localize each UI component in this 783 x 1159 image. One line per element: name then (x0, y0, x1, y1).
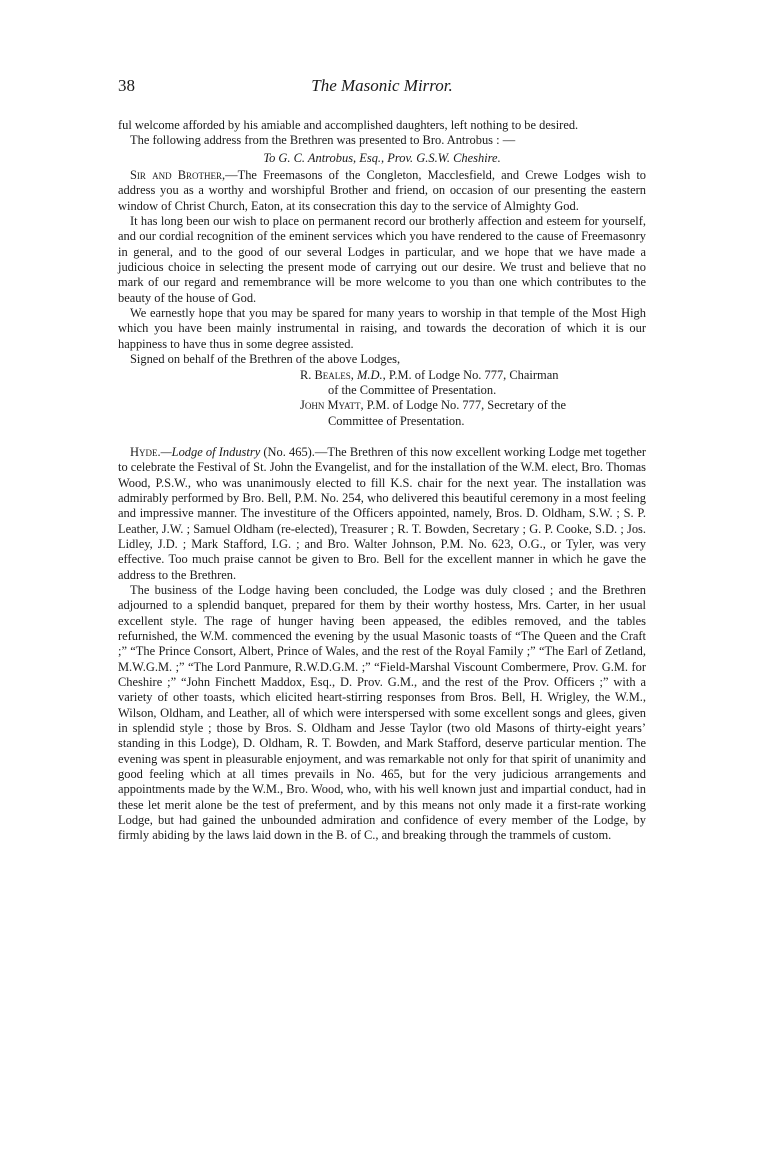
address-heading: To G. C. Antrobus, Esq., Prov. G.S.W. Cheshire. (263, 150, 501, 165)
signed-line: Signed on behalf of the Brethren of the above Lodges, (130, 352, 401, 367)
hyde-report-text: (No. 465).—The Brethren of this now excellent working Lodge met together to celebrate the Festival of St. John the Evangelist, and for the installation of the W.M. elect, Bro. Thomas Wood, P.S.W., who was unanimously elected to fill K.S. chair for the next year. The installation was admirably performed by Bro. Bell, P.M. No. 254, who delivered this beautiful ceremony in a most feeling and impressive manner. The investiture of the Officers appointed, namely, Bros. D. Oldham, S.W. ; S. P. Leather, J.W. ; Samuel Oldham (re-elected), Treasurer ; R. T. Bowden, Secretary ; G. P. Cooke, S.D. ; Jos. Lidley, J.D. ; Mark Stafford, I.G. ; and Bro. Walter Johnson, P.M. No. 623, O.G., or Tyler, was very effective. Too much praise cannot be given to Bro. Bell for the excellent manner in which he gave the address to the Brethren. (118, 444, 646, 582)
signature-2-continuation: Committee of Presentation. (328, 413, 465, 428)
salutation: Sir and Brother, (130, 168, 226, 183)
signatory-degree: M.D., (357, 367, 386, 382)
continuation-paragraph: ful welcome afforded by his amiable and accomplished daughters, left nothing to be desired. (118, 118, 579, 132)
address-intro: The following address from the Brethren was presented to Bro. Antrobus : — (130, 133, 516, 148)
place-name: Hyde. (130, 444, 161, 459)
signatory-title: P.M. of Lodge No. 777, Secretary of the (366, 398, 567, 413)
section-gap (118, 429, 646, 445)
page-number: 38 (118, 76, 135, 95)
signature-1-continuation: of the Committee of Presentation. (328, 382, 497, 397)
address-paragraph: It has long been our wish to place on permanent record our brotherly affection and esteem for yourself, and our cordial recognition of the eminent services which you have rendered to the cause of Freemasonry in general, and to the good of our several Lodges in particular, and we hope that we have made a judicious choice in selecting the present mode of carrying out our desire. We trust and believe that no mark of our regard and remembrance will be more welcome to you than one which contributes to the beauty of the house of God. (118, 214, 646, 305)
hyde-report-paragraph: The business of the Lodge having been concluded, the Lodge was duly closed ; and the Brethren adjourned to a splendid banquet, prepared for them by their worthy hostess, Mrs. Carter, in her usual excellent style. The rage of hunger having been appeased, the edibles removed, and the tables refurnished, the W.M. commenced the evening by the usual Masonic toasts of “The Queen and the Craft ;” “The Prince Consort, Albert, Prince of Wales, and the rest of the Royal Family ;” “The Earl of Zetland, M.W.G.M. ;” “The Lord Panmure, R.W.D.G.M. ;” “Field-Marshal Viscount Combermere, Prov. G.M. for Cheshire ;” “John Finchett Maddox, Esq., D. Prov. G.M., and the rest of the Prov. Officers ;” with a variety of other toasts, which elicited heart-stirring responses from Bros. Bell, H. Wrigley, the W.M., Wilson, Oldham, and Leather, all of which were interspersed with some excellent songs and glees, given in splendid style ; those by Bros. S. Oldham and Jesse Taylor (two old Masons of thirty-eight years’ standing in this Lodge), D. Oldham, R. T. Bowden, and Mark Stafford, deserve particular mention. The evening was spent in pleasurable enjoyment, and was remarkable not only for that spirit of unanimity and good feeling which at all times prevails in No. 465, but for the very judicious arrangements and appointments made by the W.M., Bro. Wood, who, with his well known just and impartial conduct, had in these let merit alone be the test of preferment, and by this means not only made it a first-rate working Lodge, but had gained the unbounded admiration and confidence of every member of the Lodge, by firmly abiding by the laws laid down in the B. of C., and breaking through the trammels of custom. (118, 582, 646, 843)
signatory-name: R. Beales, (300, 367, 354, 382)
signatory-title: P.M. of Lodge No. 777, Chairman (388, 367, 559, 382)
signature-2 (300, 398, 646, 413)
page-header (118, 76, 646, 100)
lodge-name: —Lodge of Industry (160, 444, 261, 459)
article-body (118, 118, 646, 844)
signatory-name: John Myatt, (300, 398, 364, 413)
running-title: The Masonic Mirror. (311, 76, 453, 95)
address-paragraph-text: —The Freemasons of the Congleton, Macclesfield, and Crewe Lodges wish to address you as a worthy and worshipful Brother and friend, on occasion of our presenting the eastern window of Christ Church, Eaton, at its consecration this day to the service of Almighty God. (118, 168, 646, 213)
address-paragraph (118, 168, 646, 214)
address-paragraph: We earnestly hope that you may be spared for many years to worship in that temple of the Most High which you have been mainly instrumental in raising, and towards the decoration of which it is our happiness to have thus in some degree assisted. (118, 306, 646, 351)
signature-1 (300, 368, 646, 383)
hyde-report-paragraph (118, 445, 646, 583)
